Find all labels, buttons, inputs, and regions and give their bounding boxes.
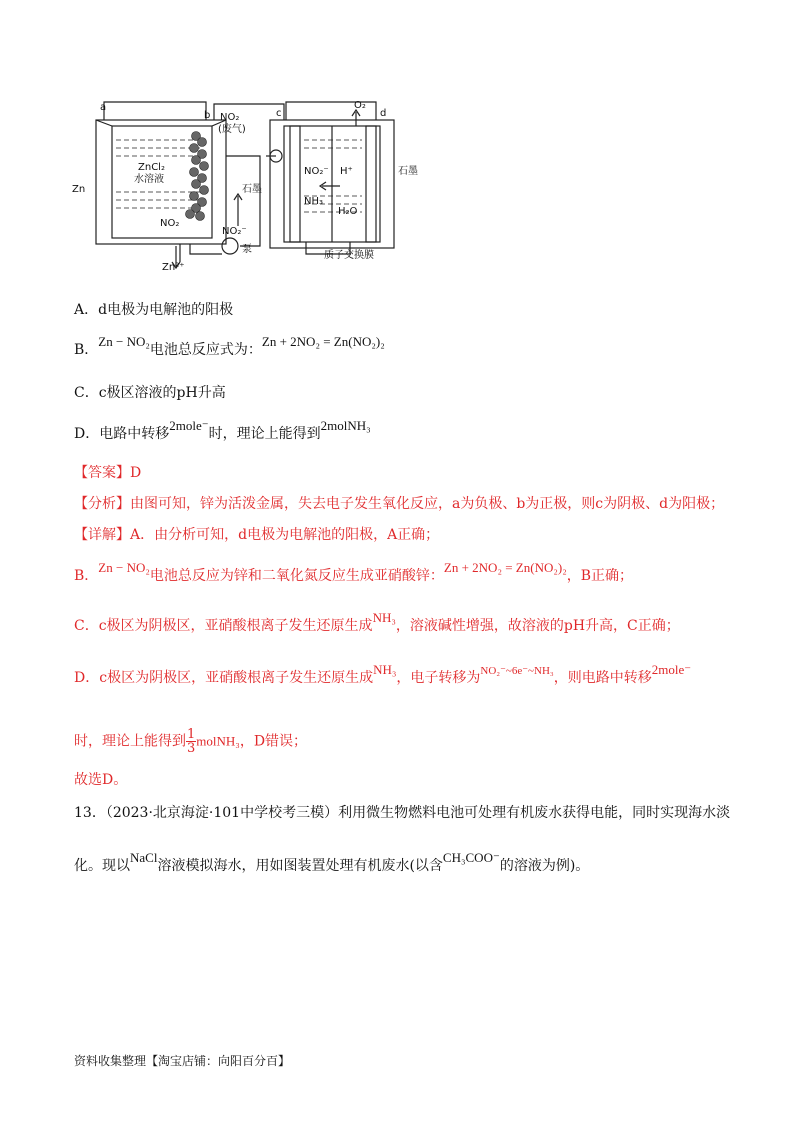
label-graphite-mid: 石墨 [242, 184, 262, 195]
label-membrane: 质子交换膜 [324, 250, 374, 261]
answer-line: 【答案】D [74, 465, 142, 481]
label-graphite-right: 石墨 [398, 166, 418, 177]
particle-bed-icon [186, 132, 209, 221]
fraction-one-third: $\frac{1}{3}$ [187, 727, 196, 756]
detail-d-line: D．c极区为阴极区，亚硝酸根离子发生还原生成NH₃，电子转移为$^{NO_2^-\sim 6e^-\sim NH_3}$，则电路中转移2mole⁻ [74, 662, 692, 686]
detail-c-line: C．c极区为阴极区，亚硝酸根离子发生还原生成NH₃，溶液碱性增强，故溶液的pH升高，C正确； [74, 610, 680, 634]
label-waste-gas: (废气) [218, 124, 246, 135]
option-c: C．c极区溶液的pH升高 [74, 385, 226, 401]
label-zn2plus: Zn²⁺ [162, 262, 185, 273]
option-a: A．d电极为电解池的阳极 [74, 302, 234, 318]
detail-d2-line: 时，理论上能得到 $\frac{1}{3}$ molNH₃，D错误； [74, 727, 308, 756]
label-zncl2: ZnCl₂ [138, 162, 165, 173]
detail-a-line: 【详解】A．由分析可知，d电极为电解池的阳极，A正确； [74, 527, 440, 543]
question13-line2: 化。现以NaCl溶液模拟海水，用如图装置处理有机废水(以含CH₃COO⁻的溶液为例)。 [74, 850, 590, 874]
label-nh3: NH₃ [304, 196, 324, 207]
label-d: d [380, 108, 387, 119]
label-c: c [276, 108, 282, 119]
detail-b-line: B．Zn − NO₂电池总反应为锌和二氧化氮反应生成亚硝酸锌：Zn + 2NO₂ = Zn(NO₂)₂，B正确； [74, 560, 634, 584]
label-no2-right: NO₂⁻ [304, 166, 329, 177]
label-a: a [100, 102, 107, 113]
analysis-line: 【分析】由图可知，锌为活泼金属，失去电子发生氧化反应，a为负极、b为正极，则c为阴极、d为阳极； [74, 496, 725, 512]
label-no2-waste: NO₂ [220, 112, 240, 123]
label-o2: O₂ [354, 100, 366, 111]
label-zn: Zn [72, 184, 86, 195]
label-hplus: H⁺ [340, 166, 353, 177]
label-no2-minus: NO₂⁻ [222, 226, 247, 237]
footer: 资料收集整理【淘宝店铺：向阳百分百】 [74, 1054, 291, 1068]
label-h2o: H₂O [338, 206, 358, 217]
label-aqueous: 水溶液 [134, 174, 164, 185]
option-d: D．电路中转移2mole⁻时，理论上能得到2molNH₃ [74, 418, 371, 442]
option-b: B．Zn − NO₂电池总反应式为：Zn + 2NO₂ = Zn(NO₂)₂ [74, 334, 385, 358]
label-pump: 泵 [242, 244, 252, 255]
label-b: b [204, 110, 211, 121]
choose-line: 故选D。 [74, 772, 128, 788]
label-no2-left: NO₂ [160, 218, 180, 229]
question13-line1: 13．（2023·北京海淀·101中学校考三模）利用微生物燃料电池可处理有机废水获得电能，同时实现海水淡 [74, 805, 731, 821]
electrochemistry-diagram [70, 96, 440, 276]
